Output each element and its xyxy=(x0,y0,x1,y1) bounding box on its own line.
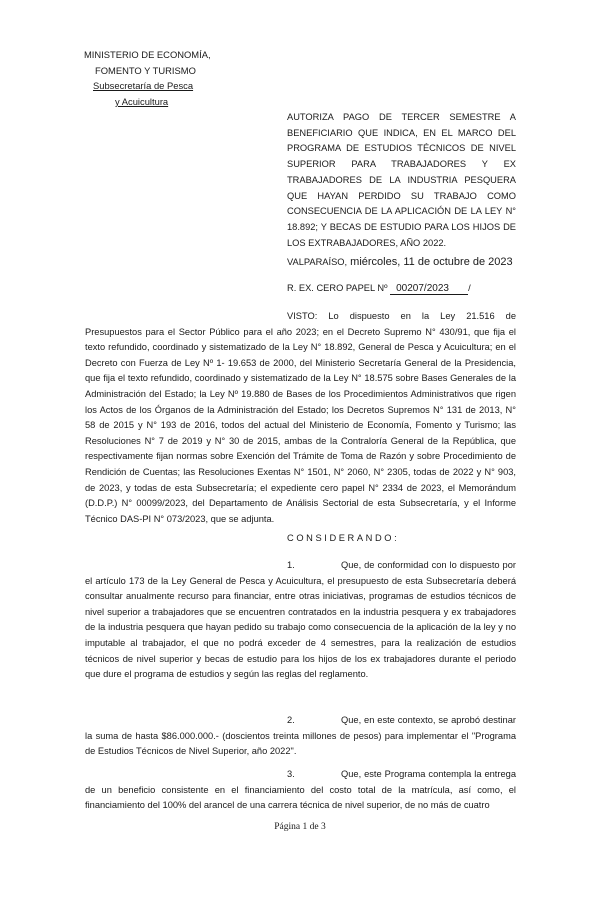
date-value: miércoles, 11 de octubre de 2023 xyxy=(350,256,513,268)
date-city: VALPARAÍSO, xyxy=(287,257,348,267)
considerando-number: 1. xyxy=(287,560,295,570)
considerando-text: Que, en este contexto, se aprobó destinar la suma de hasta $86.000.000.- (doscientos treinta millones de pesos) para implementar el "Programa de Estudios Técnicos de Nivel Superior, año 2022". xyxy=(85,715,516,757)
resolution-title: AUTORIZA PAGO DE TERCER SEMESTRE A BENEFICIARIO QUE INDICA, EN EL MARCO DEL PROGRAMA DE ESTUDIOS TÉCNICOS DE NIVEL SUPERIOR PARA TRABAJADORES Y EX TRABAJADORES DE LA INDUSTRIA PESQUERA QUE HAYAN PERDIDO SU TRABAJO COMO CONSECUENCIA DE LA APLICACIÓN DE LA LEY N° 18.892; Y BECAS DE ESTUDIO PARA LOS HIJOS DE LOS EXTRABAJADORES, AÑO 2022. xyxy=(287,112,516,248)
subsecretariat-line1: Subsecretaría de Pesca xyxy=(93,80,194,92)
resolution-prefix: R. EX. CERO PAPEL Nº xyxy=(287,283,388,293)
considerando-2 xyxy=(85,713,516,760)
resolution-number-value: 00207/2023 xyxy=(390,283,468,295)
page-number-footer: Página 1 de 3 xyxy=(274,822,326,832)
resolution-number xyxy=(287,283,471,295)
ministry-name-line1: MINISTERIO DE ECONOMÍA, xyxy=(84,49,211,60)
ministry-name-line2: FOMENTO Y TURISMO xyxy=(95,64,196,76)
considerando-heading: CONSIDERANDO: xyxy=(287,533,400,543)
visto-paragraph: VISTO: Lo dispuesto en la Ley 21.516 de Presupuestos para el Sector Público para el año 2023; en el Decreto Supremo N° 430/91, que fija el texto refundido, coordinado y sistematizado de la Ley N° 18.892, General de Pesca y Acuicultura; en el Decreto con Fuerza de Ley Nº 1- 19.653 de 2000, del Ministerio Secretaría General de la Presidencia, que fija el texto refundido, coordinado y sistematizado de la Ley N° 18.575 sobre Bases Generales de la Administración del Estado; la Ley Nº 19.880 de Bases de los Procedimientos Administrativos que rigen los Actos de los Órganos de la Administración del Estado; los Decretos Supremos N° 131 de 2013, N° 58 de 2015 y N° 193 de 2016, todos del actual del Ministerio de Economía, Fomento y Turismo; las Resoluciones N° 7 de 2019 y N° 30 de 2015, ambas de la Contraloría General de la República, que respectivamente fijan normas sobre Exención del Trámite de Toma de Razón y sobre Procedimiento de Rendición de Cuentas; las Resoluciones Exentas N° 1501, N° 2060, N° 2305, todas de 2022 y N° 903, de 2023, y todas de esta Subsecretaría; el expediente cero papel N° 2334 de 2023, el Memorándum (D.D.P.) N° 00099/2023, del Departamento de Análisis Sectorial de esta Subsecretaría, y el Informe Técnico DAS-PI N° 073/2023, que se adjunta. xyxy=(85,311,516,524)
ministry-header xyxy=(84,47,224,109)
considerando-number: 3. xyxy=(287,769,295,779)
considerando-text: Que, de conformidad con lo dispuesto por el artículo 173 de la Ley General de Pesca y Acuicultura, el presupuesto de esta Subsecretaría deberá consultar anualmente recurso para financiar, entre otras iniciativas, programas de estudios técnicos de nivel superior a trabajadores que se encuentren contratados en la industria pesquera y ex trabajadores de la industria pesquera que hayan pedido su trabajo como consecuencia de la aplicación de la ley y no imputable al trabajador, el que no podrá exceder de 4 semestres, para la realización de estudios técnicos de nivel superior y becas de estudio para los hijos de los ex trabajadores durante el periodo que dure el programa de estudios y según las reglas del reglamento. xyxy=(85,560,516,680)
considerando-1 xyxy=(85,558,516,683)
resolution-date xyxy=(287,256,513,268)
subsecretariat-line2: y Acuicultura xyxy=(115,95,169,107)
considerando-number: 2. xyxy=(287,715,295,725)
resolution-suffix: / xyxy=(468,283,471,293)
considerando-3 xyxy=(85,767,516,814)
visto-section xyxy=(85,309,516,527)
considerando-text: Que, este Programa contempla la entrega de un beneficio consistente en el financiamiento del costo total de la matrícula, así como, el financiamiento del 100% del arancel de una carrera técnica de nivel superior, de no más de cuatro xyxy=(85,769,516,811)
